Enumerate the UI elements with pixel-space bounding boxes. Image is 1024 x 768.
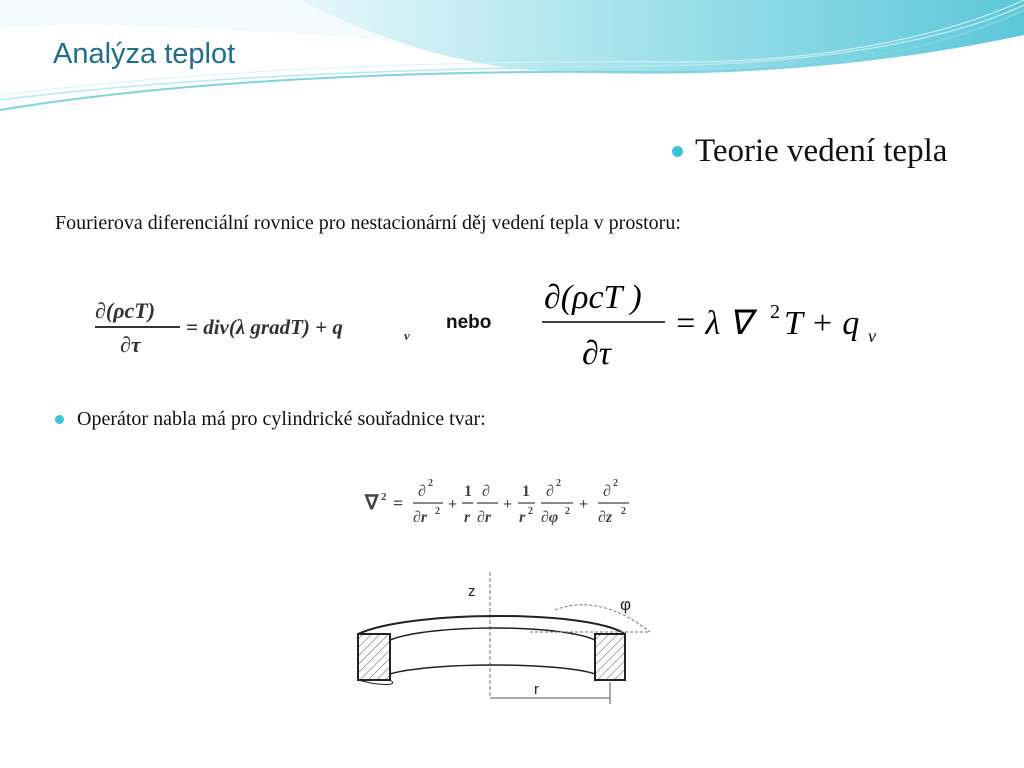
- eq2-rhs-sup: 2: [770, 301, 780, 323]
- eq3-t3-num: ∂: [482, 483, 490, 500]
- ring-right-section: [595, 634, 625, 680]
- heading-bullet: [672, 133, 947, 170]
- eq3-t4-den: r: [519, 509, 526, 526]
- eq2-numerator: ∂(ρcT ): [544, 279, 642, 316]
- phi-arc: [555, 605, 650, 632]
- eq3-t1-den-sup: 2: [435, 506, 440, 517]
- slide-title: Analýza teplot: [53, 38, 236, 70]
- bullet-dot-icon: [672, 146, 683, 157]
- eq3-plus-1: +: [448, 496, 458, 513]
- ring-inner-edge: [390, 628, 595, 640]
- eq3-t4-den-sup: 2: [528, 506, 533, 517]
- eq3-lhs: ∇: [365, 492, 379, 514]
- nabla-bullet: [55, 408, 486, 431]
- eq3-t6-den: ∂z: [598, 509, 613, 526]
- eq3-t1-den: ∂r: [413, 509, 428, 526]
- eq3-lhs-sup: 2: [381, 491, 387, 503]
- intro-text: Fourierova diferenciální rovnice pro nestacionární děj vedení tepla v prostoru:: [55, 212, 681, 234]
- eq2-rhs-tail: T + q: [784, 305, 860, 342]
- ring-bottom-inner: [390, 665, 595, 674]
- heading-text: Teorie vedení tepla: [695, 133, 948, 169]
- eq2-rhs-main: = λ ∇: [674, 305, 752, 342]
- eq3-plus-3: +: [579, 496, 589, 513]
- eq3-t2-den: r: [464, 509, 471, 526]
- eq3-t6-num: ∂: [603, 483, 611, 500]
- eq3-t4-num: 1: [522, 483, 530, 500]
- eq3-t5-num: ∂: [546, 483, 554, 500]
- fourier-equation-1: [92, 292, 422, 362]
- eq1-rhs-sub: v: [404, 328, 410, 343]
- eq3-plus-2: +: [503, 496, 513, 513]
- ring-left-section: [358, 634, 390, 680]
- cylindrical-ring-figure: [350, 562, 670, 712]
- eq3-t5-den: ∂φ: [541, 509, 559, 526]
- ring-outer-edge: [358, 616, 625, 634]
- eq3-t6-den-sup: 2: [621, 506, 626, 517]
- eq1-rhs: = div(λ gradT) + q: [186, 315, 343, 339]
- label-phi: φ: [620, 595, 632, 614]
- eq3-t2-num: 1: [464, 483, 472, 500]
- eq3-t3-den: ∂r: [477, 509, 492, 526]
- eq3-t5-num-sup: 2: [556, 478, 561, 489]
- eq3-eq: =: [393, 493, 404, 513]
- eq3-t1-num: ∂: [418, 483, 426, 500]
- eq2-rhs-sub: v: [868, 326, 876, 346]
- eq3-t5-den-sup: 2: [565, 506, 570, 517]
- eq3-t1-num-sup: 2: [428, 478, 433, 489]
- label-z: z: [468, 583, 476, 600]
- eq1-numerator: ∂(ρcT): [95, 298, 156, 323]
- eq2-denominator: ∂τ: [582, 335, 611, 372]
- nabla-cylindrical-equation: [363, 472, 638, 532]
- eq3-t6-num-sup: 2: [613, 478, 618, 489]
- nebo-separator: nebo: [446, 312, 492, 333]
- bullet-dot-icon: [55, 415, 64, 424]
- nabla-bullet-text: Operátor nabla má pro cylindrické souřadnice tvar:: [77, 408, 486, 430]
- eq1-denominator: ∂τ: [120, 332, 141, 357]
- fourier-equation-2: [538, 272, 888, 382]
- label-r: r: [534, 681, 539, 698]
